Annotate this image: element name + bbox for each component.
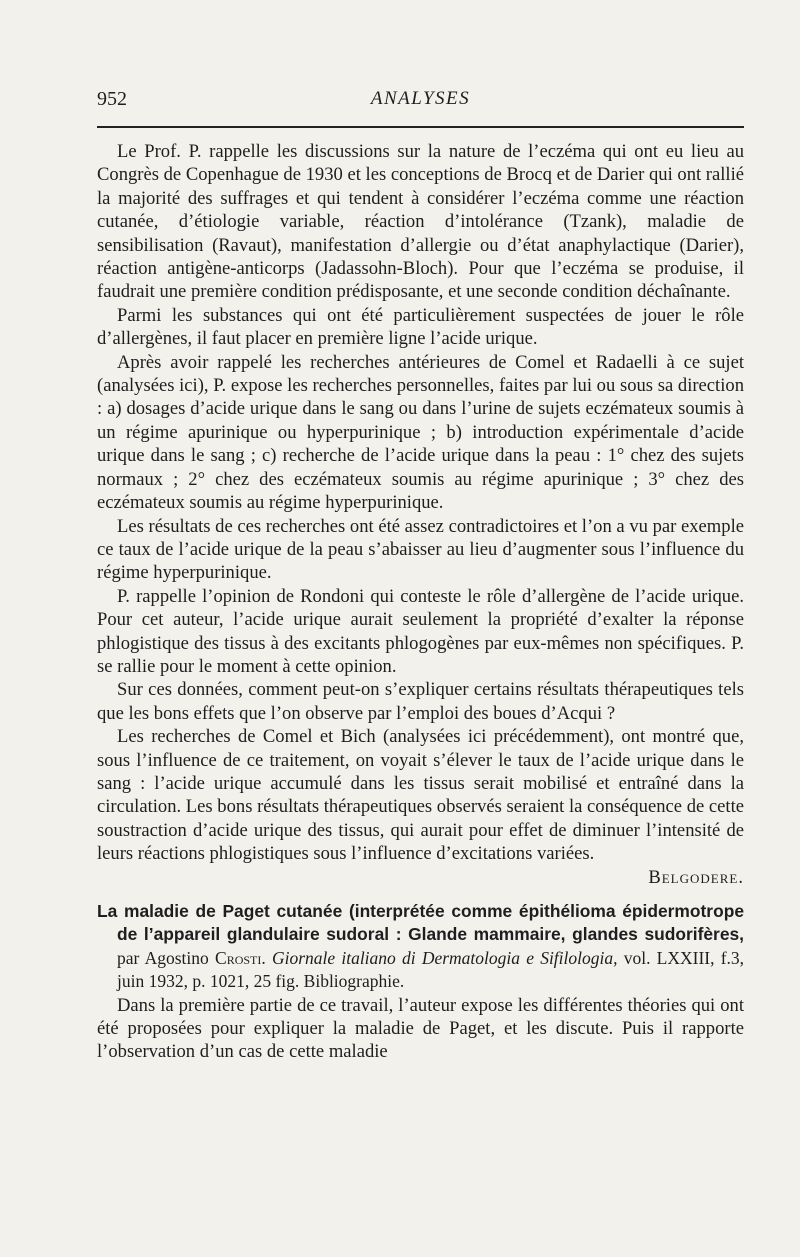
paragraph: Parmi les substances qui ont été particulièrement suspectées de jouer le rôle d’allergènes, il faut placer en première ligne l’acide urique. xyxy=(97,304,744,350)
running-title: ANALYSES xyxy=(370,88,471,109)
author-first-name: Agostino xyxy=(144,947,209,968)
abstract-paragraph: Dans la première partie de ce travail, l’auteur expose les différentes théories qui ont été proposées pour expliquer la maladie de Paget, et les discute. Puis il rapporte l’observation d’un cas de cette maladie xyxy=(97,994,744,1063)
page-number: 952 xyxy=(97,88,127,110)
paragraph: Les résultats de ces recherches ont été assez contradictoires et l’on a vu par exemple ce taux de l’acide urique de la peau s’abaisser au lieu d’augmenter sous l’influence du régime hyperpurinique. xyxy=(97,515,744,584)
journal-name: Giornale italiano di Dermatologia e Sifilologia, xyxy=(271,947,618,968)
header-rule xyxy=(97,126,744,128)
paragraph: P. rappelle l’opinion de Rondoni qui conteste le rôle d’allergène de l’acide urique. Pour cet auteur, l’acide urique aurait seulement la propriété d’exalter la réponse phlogistique des tissus à des excitants phlogogènes par eux-mêmes non spécifiques. P. se rallie pour le moment à cette opinion. xyxy=(97,585,744,677)
reviewer-signature: Belgodere. xyxy=(648,866,744,888)
publication-details: vol. LXXIII, f.3, juin 1932, p. 1021, 25 fig. Bibliographie. xyxy=(117,947,745,992)
page-header xyxy=(97,88,744,116)
article-reference xyxy=(117,948,744,991)
article-title: La maladie de Paget cutanée (interprétée comme épithélioma épidermotrope de l’appareil glandulaire sudoral : Glande mammaire, glandes sudorifères, xyxy=(97,901,744,945)
by-word: par xyxy=(117,947,140,968)
article-heading xyxy=(97,900,744,994)
paragraph: Les recherches de Comel et Bich (analysées ici précédemment), ont montré que, sous l’influence de ce traitement, on voyait s’élever le taux de l’acide urique dans le sang : l’acide urique accumulé dans les tissus serait mobilisé et entraîné dans la circulation. Les bons résultats thérapeutiques observés seraient la conséquence de cette soustraction d’acide urique des tissus, qui aurait pour effet de diminuer l’intensité de leurs réactions phlogistiques sous l’influence d’excitations variées. xyxy=(97,726,744,865)
author-last-name: Crosti. xyxy=(215,947,266,968)
paragraph: Sur ces données, comment peut-on s’expliquer certains résultats thérapeutiques tels que les bons effets que l’on observe par l’emploi des boues d’Acqui ? xyxy=(97,679,744,724)
body-text xyxy=(97,140,744,1064)
paragraph: Le Prof. P. rappelle les discussions sur la nature de l’eczéma qui ont eu lieu au Congrès de Copenhague de 1930 et les conceptions de Brocq et de Darier qui ont rallié la majorité des suffrages et qui tendent à considérer l’eczéma comme une réaction cutanée, d’étiologie variable, réaction d’intolérance (Tzank), maladie de sensibilisation (Ravaut), manifestation d’allergie ou d’état anaphylactique (Darier), réaction antigène-anticorps (Jadassohn-Bloch). Pour que l’eczéma se produise, il faudrait une première condition prédisposante, et une seconde condition déchaînante. xyxy=(97,141,744,303)
paragraph: Après avoir rappelé les recherches antérieures de Comel et Radaelli à ce sujet (analysées ici), P. expose les recherches personnelles, faites par lui ou sous sa direction : a) dosages d’acide urique dans le sang ou dans l’urine de sujets eczémateux soumis à un régime apurinique ou hyperpurinique ; b) introduction expérimentale d’acide urique dans le sang ; c) recherche de l’acide urique dans la peau : 1° chez des sujets normaux ; 2° chez des eczémateux soumis au régime apurinique ; 3° chez des eczémateux soumis au régime hyperpurinique. xyxy=(97,351,744,514)
